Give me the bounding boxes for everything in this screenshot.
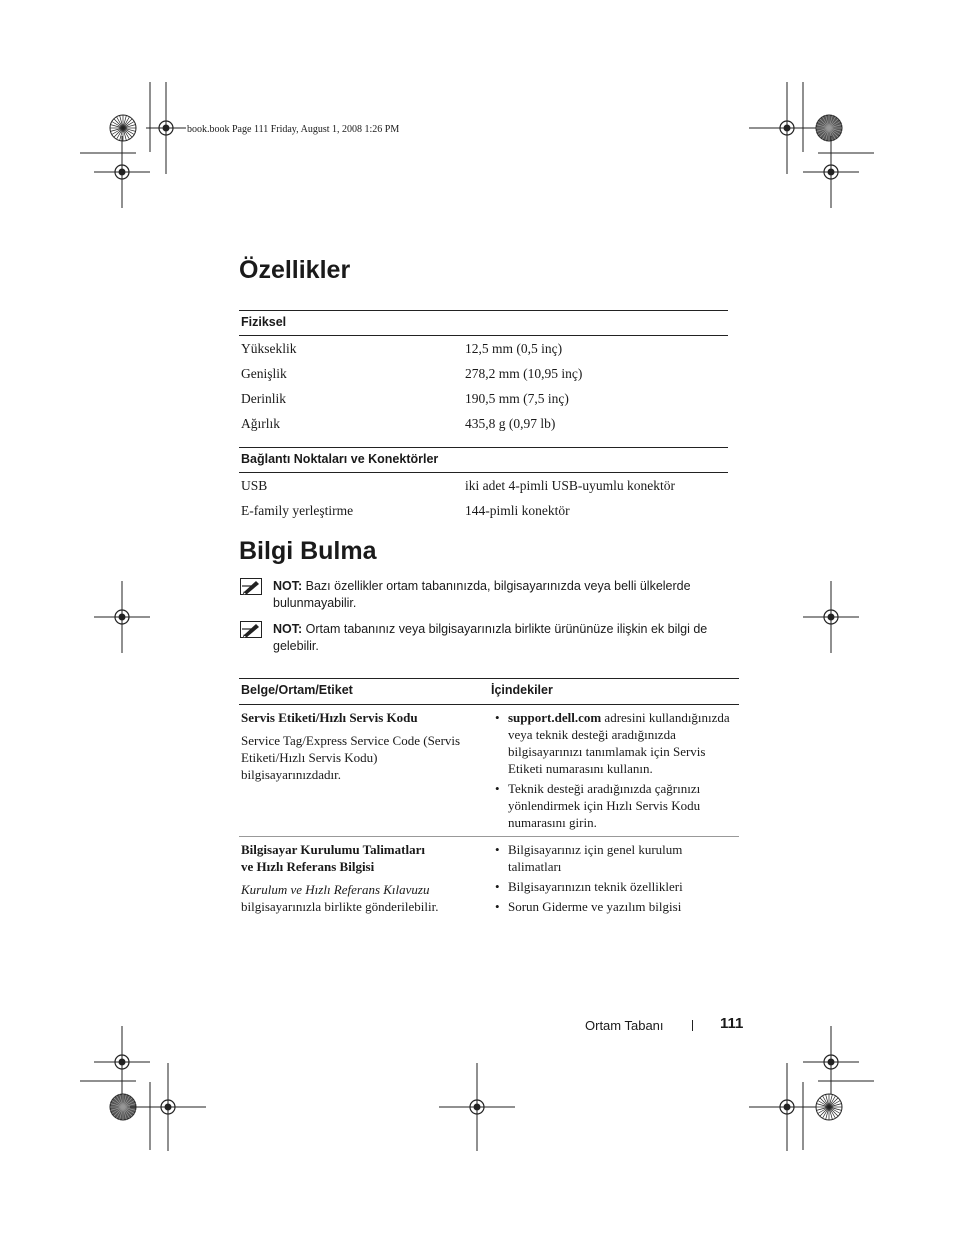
row-title-line-2: ve Hızlı Referans Bilgisi [241,859,375,874]
row-title: Servis Etiketi/Hızlı Servis Kodu [241,710,418,725]
guide-name: Kurulum ve Hızlı Referans Kılavuzu [241,882,430,897]
registration-mark-icon [803,136,859,208]
list-item: • Bilgisayarınız için genel kurulum talimatları [491,841,731,875]
note-label: NOT: [273,622,303,636]
info-title: Bilgi Bulma [239,537,377,565]
registration-mark-icon [94,136,150,208]
row-value: 12,5 mm (0,5 inç) [465,341,563,356]
registration-mark-icon [146,82,186,174]
row-label: Ağırlık [241,416,280,431]
column-header-contents: İçindekiler [491,683,553,697]
section-header-ports: Bağlantı Noktaları ve Konektörler [239,447,728,473]
starburst-target-icon [816,115,842,141]
row-label: USB [241,478,268,493]
row-label: Derinlik [241,391,286,406]
row-label: E-family yerleştirme [241,503,354,518]
registration-mark-icon [130,1063,206,1151]
row-description: bilgisayarınızla birlikte gönderilebilir. [241,899,439,914]
column-header-document: Belge/Ortam/Etiket [241,683,353,697]
row-label: Genişlik [241,366,287,381]
page-number: 111 [720,1015,744,1032]
row-title-line-1: Bilgisayar Kurulumu Talimatları [241,842,425,857]
row-value: 278,2 mm (10,95 inç) [465,366,583,381]
row-label: Yükseklik [241,341,297,356]
registration-mark-icon [803,581,859,653]
registration-mark-icon [94,1026,150,1098]
footer-title: Ortam Tabanı [585,1018,664,1033]
list-item: • Sorun Giderme ve yazılım bilgisi [491,898,731,915]
print-header: book.book Page 111 Friday, August 1, 2008 1:26 PM [187,124,400,135]
starburst-target-icon [816,1094,842,1120]
row-description: Service Tag/Express Service Code (Servis Etiketi/Hızlı Servis Kodu) bilgisayarınızdadır. [241,733,461,782]
list-item-text: adresini kullandığınızda veya teknik desteği aradığınızda bilgisayarınızı tanımlamak için Servis Etiketi numarasını kullanın. [508,710,730,776]
row-value: iki adet 4-pimli USB-uyumlu konektör [465,478,675,493]
registration-mark-icon [749,82,825,174]
starburst-target-icon [110,115,136,141]
section-header-physical: Fiziksel [239,310,728,336]
list-item: • Teknik desteği aradığınızda çağrınızı yönlendirmek için Hızlı Servis Kodu numarasını girin. [491,780,731,831]
support-link-text: support.dell.com [508,710,602,725]
note-text: Bazı özellikler ortam tabanınızda, bilgisayarınızda veya belli ülkelerde bulunmayabilir. [273,579,691,610]
note-label: NOT: [273,579,303,593]
row-value: 435,8 g (0,97 lb) [465,416,556,431]
registration-mark-icon [803,1026,859,1098]
registration-mark-icon [439,1063,515,1151]
specs-title: Özellikler [239,256,351,284]
row-value: 144-pimli konektör [465,503,570,518]
note-text: Ortam tabanınız veya bilgisayarınızla birlikte ürününüze ilişkin ek bilgi de gelebilir. [273,622,708,653]
registration-mark-icon [94,581,150,653]
registration-mark-icon [749,1063,825,1151]
list-item: • Bilgisayarınızın teknik özellikleri [491,878,731,895]
row-value: 190,5 mm (7,5 inç) [465,391,569,406]
